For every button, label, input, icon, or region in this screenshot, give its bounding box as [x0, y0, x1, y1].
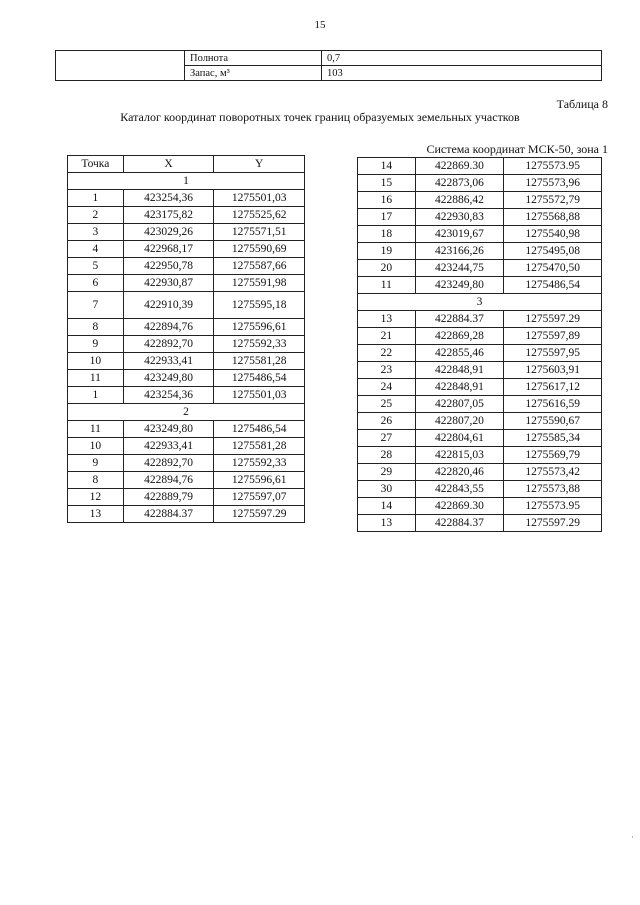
point-cell: 28	[358, 447, 416, 464]
y-cell: 1275573,88	[504, 481, 602, 498]
right-table-body	[358, 158, 602, 532]
header-point: Точка	[68, 156, 124, 173]
y-cell: 1275592,33	[214, 455, 305, 472]
x-cell: 422930,83	[415, 209, 504, 226]
group-label: 1	[68, 173, 305, 190]
y-cell: 1275495,08	[504, 243, 602, 260]
point-cell: 13	[68, 506, 124, 523]
table-row	[68, 353, 305, 370]
table-row	[358, 311, 602, 328]
point-cell: 5	[68, 258, 124, 275]
y-cell: 1275616,59	[504, 396, 602, 413]
y-cell: 1275501,03	[214, 190, 305, 207]
point-cell: 8	[68, 472, 124, 489]
y-cell: 1275597,95	[504, 345, 602, 362]
point-cell: 14	[358, 158, 416, 175]
group-row	[68, 404, 305, 421]
page-number: 15	[314, 19, 326, 31]
table-row	[358, 430, 602, 447]
y-cell: 1275573.95	[504, 158, 602, 175]
y-cell: 1275470,50	[504, 260, 602, 277]
y-cell: 1275592,33	[214, 336, 305, 353]
point-cell: 11	[68, 370, 124, 387]
point-cell: 14	[358, 498, 416, 515]
point-cell: 15	[358, 175, 416, 192]
point-cell: 13	[358, 311, 416, 328]
y-cell: 1275596,61	[214, 319, 305, 336]
table-row	[358, 464, 602, 481]
y-cell: 1275587,66	[214, 258, 305, 275]
table-row	[358, 209, 602, 226]
y-cell: 1275597.29	[504, 515, 602, 532]
y-cell: 1275486,54	[214, 421, 305, 438]
table-row	[358, 260, 602, 277]
table-row	[358, 379, 602, 396]
y-cell: 1275486,54	[504, 277, 602, 294]
x-cell: 422848,91	[415, 379, 504, 396]
point-cell: 12	[68, 489, 124, 506]
y-cell: 1275590,67	[504, 413, 602, 430]
x-cell: 422933,41	[123, 438, 214, 455]
table-row	[68, 472, 305, 489]
edge-mark: ·	[631, 832, 634, 842]
y-cell: 1275597,89	[504, 328, 602, 345]
x-cell: 422889,79	[123, 489, 214, 506]
point-cell: 7	[68, 292, 124, 319]
x-cell: 422892,70	[123, 336, 214, 353]
x-cell: 422930,87	[123, 275, 214, 292]
group-row	[68, 173, 305, 190]
empty-cell	[56, 51, 185, 81]
y-cell: 1275569,79	[504, 447, 602, 464]
table-row	[358, 192, 602, 209]
table-row	[68, 421, 305, 438]
point-cell: 29	[358, 464, 416, 481]
table-row	[358, 328, 602, 345]
y-cell: 1275585,34	[504, 430, 602, 447]
group-row	[358, 294, 602, 311]
y-cell: 1275573,96	[504, 175, 602, 192]
table-row	[68, 258, 305, 275]
left-table-body	[68, 173, 305, 523]
x-cell: 423166,26	[415, 243, 504, 260]
x-cell: 422804,61	[415, 430, 504, 447]
x-cell: 422910,39	[123, 292, 214, 319]
table-row	[68, 370, 305, 387]
point-cell: 1	[68, 190, 124, 207]
x-cell: 422933,41	[123, 353, 214, 370]
table-row	[56, 51, 602, 66]
y-cell: 1275525,62	[214, 207, 305, 224]
y-cell: 1275501,03	[214, 387, 305, 404]
x-cell: 423249,80	[123, 370, 214, 387]
x-cell: 422892,70	[123, 455, 214, 472]
y-cell: 1275572,79	[504, 192, 602, 209]
point-cell: 26	[358, 413, 416, 430]
table-row	[358, 226, 602, 243]
y-cell: 1275581,28	[214, 353, 305, 370]
point-cell: 11	[358, 277, 416, 294]
point-cell: 24	[358, 379, 416, 396]
point-cell: 19	[358, 243, 416, 260]
table-row	[358, 277, 602, 294]
y-cell: 1275573,42	[504, 464, 602, 481]
x-cell: 422968,17	[123, 241, 214, 258]
x-cell: 422848,91	[415, 362, 504, 379]
x-cell: 422869.30	[415, 158, 504, 175]
x-cell: 423244,75	[415, 260, 504, 277]
table-row	[358, 175, 602, 192]
x-cell: 422884.37	[415, 515, 504, 532]
table-row	[358, 413, 602, 430]
y-cell: 1275595,18	[214, 292, 305, 319]
y-cell: 1275486,54	[214, 370, 305, 387]
point-cell: 2	[68, 207, 124, 224]
table-row	[358, 515, 602, 532]
point-cell: 13	[358, 515, 416, 532]
table-row	[68, 438, 305, 455]
y-cell: 1275568,88	[504, 209, 602, 226]
table-row	[68, 207, 305, 224]
header-x: X	[123, 156, 214, 173]
point-cell: 8	[68, 319, 124, 336]
x-cell: 422807,05	[415, 396, 504, 413]
table-row	[358, 362, 602, 379]
point-cell: 9	[68, 336, 124, 353]
x-cell: 423175,82	[123, 207, 214, 224]
point-cell: 21	[358, 328, 416, 345]
table-row	[68, 224, 305, 241]
x-cell: 422855,46	[415, 345, 504, 362]
table-row	[68, 489, 305, 506]
point-cell: 10	[68, 353, 124, 370]
x-cell: 423249,80	[123, 421, 214, 438]
row-value: 0,7	[322, 51, 602, 66]
point-cell: 10	[68, 438, 124, 455]
stand-characteristics-table	[55, 50, 602, 81]
point-cell: 22	[358, 345, 416, 362]
x-cell: 423254,36	[123, 387, 214, 404]
x-cell: 422815,03	[415, 447, 504, 464]
x-cell: 422894,76	[123, 319, 214, 336]
point-cell: 16	[358, 192, 416, 209]
point-cell: 17	[358, 209, 416, 226]
table-row	[358, 481, 602, 498]
point-cell: 30	[358, 481, 416, 498]
x-cell: 422950,78	[123, 258, 214, 275]
y-cell: 1275540,98	[504, 226, 602, 243]
y-cell: 1275581,28	[214, 438, 305, 455]
coordinates-table-left	[67, 155, 305, 523]
y-cell: 1275573.95	[504, 498, 602, 515]
x-cell: 423254,36	[123, 190, 214, 207]
y-cell: 1275571,51	[214, 224, 305, 241]
point-cell: 20	[358, 260, 416, 277]
x-cell: 422884.37	[415, 311, 504, 328]
x-cell: 422884.37	[123, 506, 214, 523]
table-row	[358, 345, 602, 362]
table-row	[68, 319, 305, 336]
table-row	[68, 292, 305, 319]
y-cell: 1275591,98	[214, 275, 305, 292]
x-cell: 422869.30	[415, 498, 504, 515]
x-cell: 423019,67	[415, 226, 504, 243]
table-row	[68, 387, 305, 404]
point-cell: 1	[68, 387, 124, 404]
row-value: 103	[322, 66, 602, 81]
group-label: 2	[68, 404, 305, 421]
row-label: Запас, м³	[185, 66, 322, 81]
y-cell: 1275603,91	[504, 362, 602, 379]
table-title: Каталог координат поворотных точек границ образуемых земельных участков	[120, 110, 520, 124]
header-y: Y	[214, 156, 305, 173]
x-cell: 423029,26	[123, 224, 214, 241]
y-cell: 1275597,07	[214, 489, 305, 506]
y-cell: 1275596,61	[214, 472, 305, 489]
coordinate-system-label: Система координат МСК-50, зона 1	[426, 142, 608, 156]
y-cell: 1275590,69	[214, 241, 305, 258]
table-row	[68, 275, 305, 292]
x-cell: 422807,20	[415, 413, 504, 430]
x-cell: 422886,42	[415, 192, 504, 209]
table-row	[68, 336, 305, 353]
table-number: Таблица 8	[556, 97, 608, 111]
coordinates-table-right	[357, 157, 602, 532]
point-cell: 23	[358, 362, 416, 379]
table-row	[68, 190, 305, 207]
x-cell: 422873,06	[415, 175, 504, 192]
point-cell: 9	[68, 455, 124, 472]
table-row	[68, 455, 305, 472]
point-cell: 6	[68, 275, 124, 292]
y-cell: 1275617,12	[504, 379, 602, 396]
table-row	[358, 396, 602, 413]
point-cell: 4	[68, 241, 124, 258]
x-cell: 422894,76	[123, 472, 214, 489]
header-row	[68, 156, 305, 173]
x-cell: 422869,28	[415, 328, 504, 345]
point-cell: 3	[68, 224, 124, 241]
point-cell: 18	[358, 226, 416, 243]
point-cell: 11	[68, 421, 124, 438]
point-cell: 25	[358, 396, 416, 413]
x-cell: 422843,55	[415, 481, 504, 498]
x-cell: 422820,46	[415, 464, 504, 481]
table-row	[358, 158, 602, 175]
table-row	[68, 241, 305, 258]
y-cell: 1275597.29	[504, 311, 602, 328]
table-row	[358, 447, 602, 464]
group-label: 3	[358, 294, 602, 311]
row-label: Полнота	[185, 51, 322, 66]
table-row	[358, 243, 602, 260]
table-row	[68, 506, 305, 523]
y-cell: 1275597.29	[214, 506, 305, 523]
x-cell: 423249,80	[415, 277, 504, 294]
point-cell: 27	[358, 430, 416, 447]
table-row	[358, 498, 602, 515]
